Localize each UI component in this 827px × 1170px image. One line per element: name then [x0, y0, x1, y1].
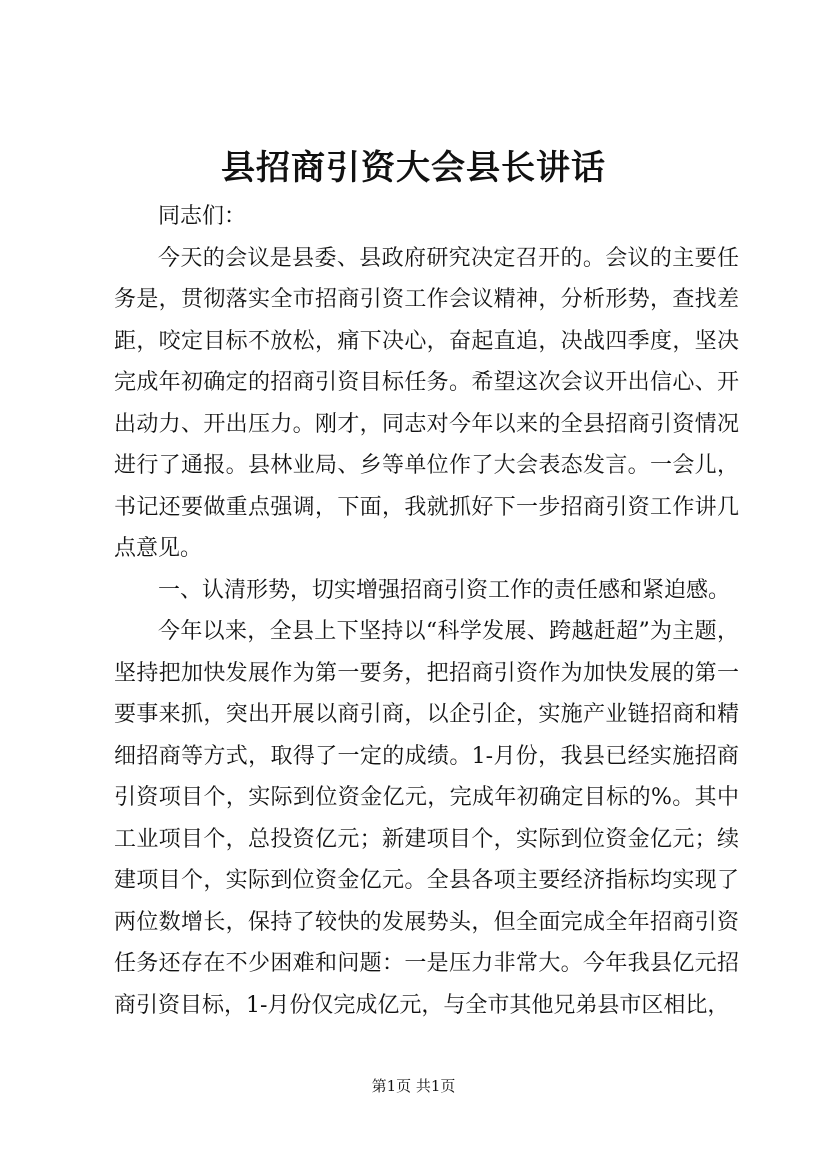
section-heading-1: 一、认清形势，切实增强招商引资工作的责任感和紧迫感。: [158, 577, 731, 603]
document-body: [114, 196, 739, 1026]
page-footer: 第1页 共1页: [371, 1077, 456, 1095]
paragraph-situation: 今年以来，全县上下坚持以“科学发展、跨越赶超”为主题，坚持把加快发展作为第一要务，把招商引资作为加快发展的第一要事来抓，突出开展以商引商，以企引企，实施产业链招商和精细招商等方式，取得了一定的成绩。1-月份，我县已经实施招商引资项目个，实际到位资金亿元，完成年初确定目标的%。其中工业项目个，总投资亿元；新建项目个，实际到位资金亿元；续建项目个，实际到位资金亿元。全县各项主要经济指标均实现了两位数增长，保持了较快的发展势头，但全面完成全年招商引资任务还存在不少困难和问题：一是压力非常大。今年我县亿元招商引资目标，1-月份仅完成亿元，与全市其他兄弟县市区相比，: [114, 619, 739, 1018]
salutation: 同志们：: [158, 204, 247, 229]
document-title: 县招商引资大会县长讲话: [221, 148, 606, 188]
paragraph-intro: 今天的会议是县委、县政府研究决定召开的。会议的主要任务是，贯彻落实全市招商引资工作会议精神，分析形势，查找差距，咬定目标不放松，痛下决心，奋起直追，决战四季度，坚决完成年初确定的招商引资目标任务。希望这次会议开出信心、开出动力、开出压力。刚才，同志对今年以来的全县招商引资情况进行了通报。县林业局、乡等单位作了大会表态发言。一会儿，书记还要做重点强调，下面，我就抓好下一步招商引资工作讲几点意见。: [114, 245, 739, 561]
